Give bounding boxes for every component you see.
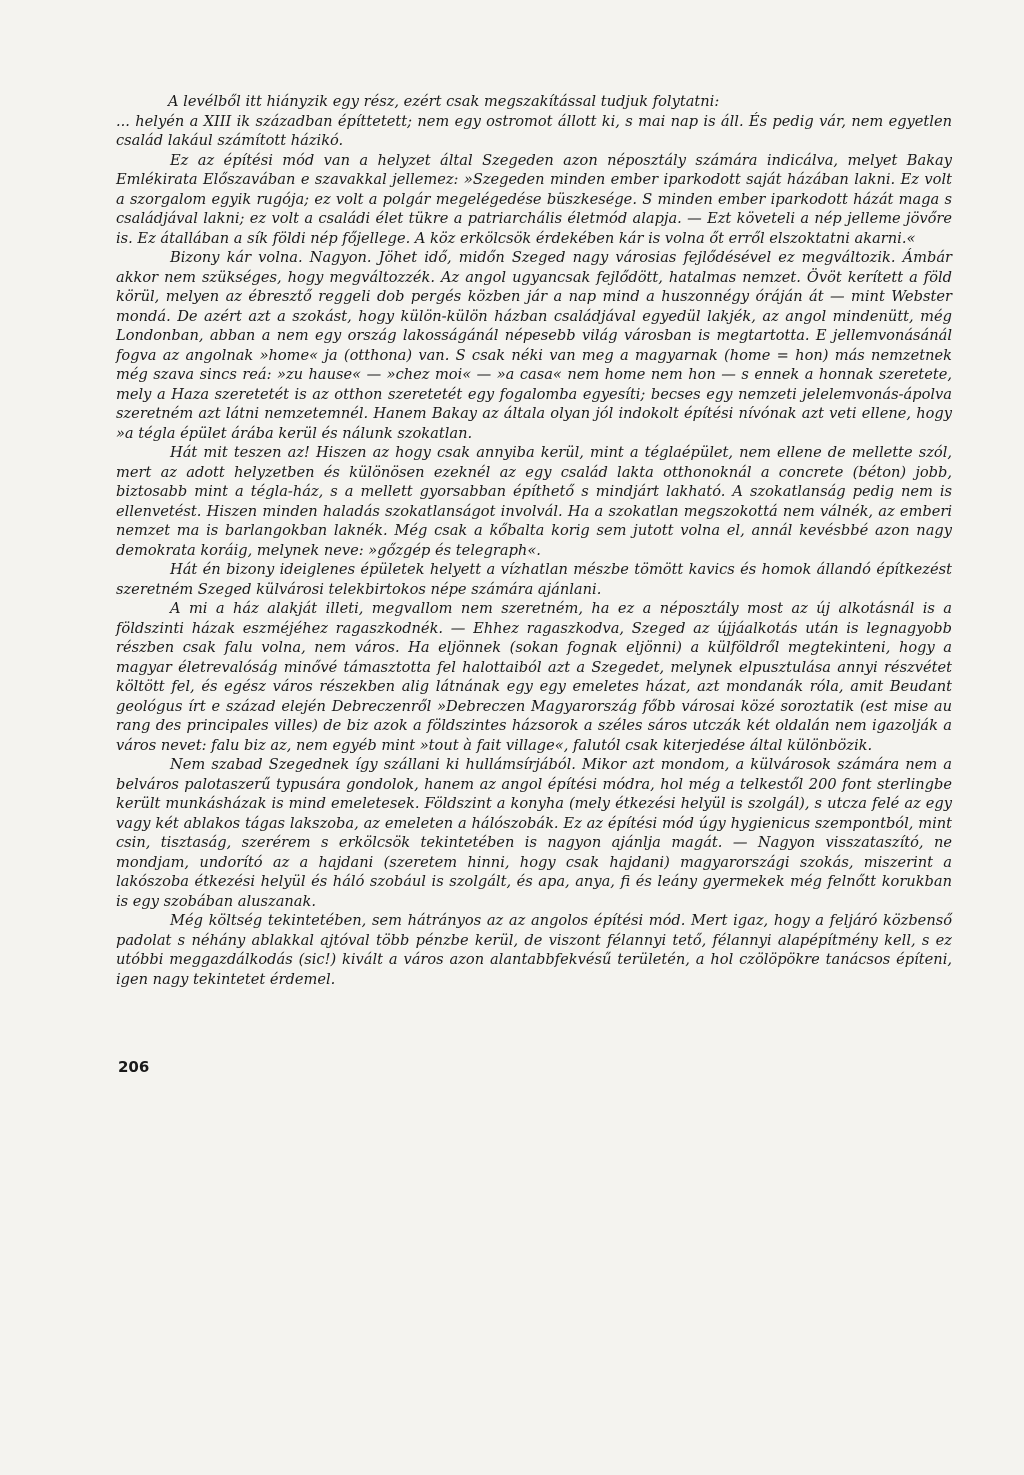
paragraph: A mi a ház alakját illeti, megvallom nem szeretném, ha ez a néposztály most az új alkotásnál is a földszinti házak eszméjéhez ragaszkodnék. — Ehhez ragaszkodva, Szeged az újjáalkotás után is legnagyobb részben csak falu volna, nem város. Ha eljönnek (sokan fognak eljönni) a külföldről megtekinteni, hogy a magyar életrevalóság minővé támasztotta fel halottaiból azt a Szegedet, melynek elpusztulása annyi részvétet költött fel, és egész város részekben alig látnának egy egy emeletes házat, azt mondanák róla, amit Beudant geológus írt e század elején Debreczenről »Debreczen Magyarország főbb városai közé soroztatik (est mise au rang des principales villes) de biz azok a földszintes házsorok a széles sáros utczák két oldalán nem igazolják a város nevet: falu biz az, nem egyéb mint »tout à fait village«, falutól csak kiterjedése által különbözik. bbox=[116, 600, 952, 754]
paragraph: ... helyén a XIII ik században építtetett; nem egy ostromot állott ki, s mai nap is áll. És pedig vár, nem egyetlen család lakául számított házikó. bbox=[116, 112, 952, 149]
paragraph: Még költség tekintetében, sem hátrányos az az angolos építési mód. Mert igaz, hogy a feljáró közbenső padolat s néhány ablakkal ajtóval több pénzbe kerül, de viszont félannyi tető, félannyi alapépítmény kell, s ez utóbbi meggazdálkodás (sic!) kivált a város azon alantabbfekvésű területén, a hol czölöpökre tanácsos építeni, igen nagy tekintetet érdemel. bbox=[116, 912, 952, 988]
page-number: 206 bbox=[118, 1058, 150, 1076]
paragraph-intro: A levélből itt hiányzik egy rész, ezért csak megszakítással tudjuk folytatni: bbox=[168, 93, 720, 110]
paragraph: Ez az építési mód van a helyzet által Szegeden azon néposztály számára indicálva, melyet Bakay Emlékirata Előszavában e szavakkal jellemez: »Szegeden minden ember iparkodott saját házában lakni. Ez volt a szorgalom egyik rugója; ez volt a polgár megelégedése büszkesége. S minden ember iparkodott házát maga s családjával lakni; ez volt a családi élet tükre a patriarchális életmód alapja. — Ezt követeli a nép jelleme jövőre is. Ez átallában a sík földi nép főjellege. A köz erkölcsök érdekében kár is volna őt erről elszoktatni akarni.« bbox=[116, 151, 952, 247]
paragraph: Hát én bizony ideiglenes épületek helyett a vízhatlan mészbe tömött kavics és homok állandó építkezést szeretném Szeged külvárosi telekbirtokos népe számára ajánlani. bbox=[116, 561, 952, 598]
paragraph: Nem szabad Szegednek így szállani ki hullámsírjából. Mikor azt mondom, a külvárosok számára nem a belváros palotaszerű typusára gondolok, hanem az angol építési módra, hol még a telkestől 200 font sterlingbe került munkásházak is mind emeletesek. Földszint a konyha (mely étkezési helyül is szolgál), s utcza felé az egy vagy két ablakos tágas lakszoba, az emeleten a hálószobák. Ez az építési mód úgy hygienicus szempontból, mint csin, tisztaság, szerérem s erkölcsök tekintetében is nagyon ajánlja magát. — Nagyon visszataszító, ne mondjam, undorító az a hajdani (szeretem hinni, hogy csak hajdani) magyarországi szokás, miszerint a lakószoba étkezési helyül és háló szobául is szolgált, és apa, anya, fi és leány gyermekek még felnőtt korukban is egy szobában aluszanak. bbox=[116, 756, 952, 910]
body-text bbox=[116, 92, 952, 989]
paragraph: Hát mit teszen az! Hiszen az hogy csak annyiba kerül, mint a téglaépület, nem ellene de mellette szól, mert az adott helyzetben és különösen ezeknél az egy család lakta otthonoknál a concrete (béton) jobb, biztosabb mint a tégla-ház, s a mellett gyorsabban építhető s mindjárt lakható. A szokatlanság pedig nem is ellenvetést. Hiszen minden haladás szokatlanságot involvál. Ha a szokatlan megszokottá nem válnék, az emberi nemzet ma is barlangokban laknék. Még csak a kőbalta korig sem jutott volna el, annál kevésbbé azon nagy demokrata koráig, melynek neve: »gőzgép és telegraph«. bbox=[116, 444, 952, 559]
paragraph: Bizony kár volna. Nagyon. Jöhet idő, midőn Szeged nagy városias fejlődésével ez megváltozik. Ámbár akkor nem szükséges, hogy megváltozzék. Az angol ugyancsak fejlődött, hatalmas nemzet. Övöt kerített a föld körül, melyen az ébresztő reggeli dob pergés közben jár a nap mind a huszonnégy óráján át — mint Webster mondá. De azért azt a szokást, hogy külön-külön házban családjával egyedül lakjék, az angol mindenütt, még Londonban, abban a nem egy ország lakosságánál népesebb világ városban is megtartotta. E jellemvonásánál fogva az angolnak »home« ja (otthona) van. S csak néki van meg a magyarnak (home = hon) más nemzetnek még szava sincs reá: »zu hause« — »chez moi« — »a casa« nem home nem hon — s ennek a honnak szeretete, mely a Haza szeretetét is az otthon szeretetét egy fogalomba egyesíti; becses egy nemzeti jelelemvonás-ápolva szeretném azt látni nemzetemnél. Hanem Bakay az általa olyan jól indokolt építési nívónak azt veti ellene, hogy »a tégla épület árába kerül és nálunk szokatlan. bbox=[116, 249, 952, 442]
